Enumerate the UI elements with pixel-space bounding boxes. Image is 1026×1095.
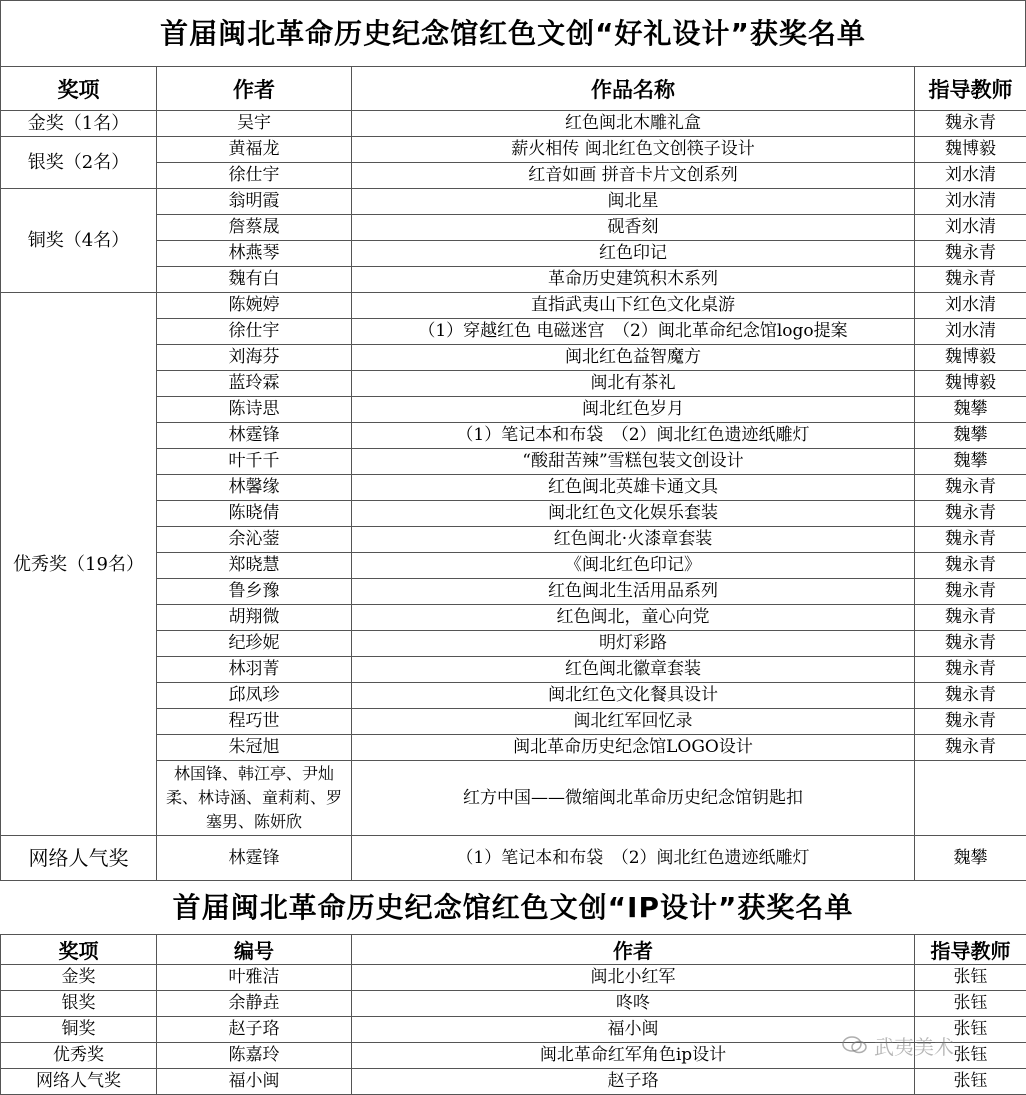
good-gift-awards-table: [0, 66, 1026, 881]
work-cell: （1）笔记本和布袋 （2）闽北红色遗迹纸雕灯: [352, 836, 915, 881]
work-cell: （1）笔记本和布袋 （2）闽北红色遗迹纸雕灯: [352, 423, 915, 449]
award-cell: 优秀奖: [1, 1043, 157, 1069]
teacher-cell: 魏攀: [915, 449, 1026, 475]
author-cell: 林霆锋: [157, 423, 352, 449]
author-cell: 刘海芬: [157, 345, 352, 371]
author-cell: 闽北小红军: [352, 965, 915, 991]
table-row: [1, 836, 1026, 881]
teacher-cell: 张钰: [915, 1017, 1026, 1043]
teacher-cell: 刘水清: [915, 319, 1026, 345]
award-silver: 银奖（2名）: [1, 137, 157, 189]
teacher-cell: 魏永青: [915, 501, 1026, 527]
teacher-cell: 魏永青: [915, 605, 1026, 631]
table2-title: 首届闽北革命历史纪念馆红色文创“IP设计”获奖名单: [0, 882, 1026, 934]
teacher-cell: 魏博毅: [915, 137, 1026, 163]
work-cell: 闽北红色益智魔方: [352, 345, 915, 371]
author-cell: 陈婉婷: [157, 293, 352, 319]
header-author: 作者: [352, 935, 915, 965]
work-cell: 闽北红军回忆录: [352, 709, 915, 735]
teacher-cell: 魏攀: [915, 423, 1026, 449]
author-cell: 邱凤珍: [157, 683, 352, 709]
table-row: [1, 1017, 1026, 1043]
author-cell: 朱冠旭: [157, 735, 352, 761]
work-cell: 闽北星: [352, 189, 915, 215]
work-cell: 明灯彩路: [352, 631, 915, 657]
work-cell: 红色闽北·火漆章套装: [352, 527, 915, 553]
author-cell: 赵子珞: [352, 1069, 915, 1095]
teacher-cell: 刘水清: [915, 163, 1026, 189]
author-cell: 徐仕宇: [157, 319, 352, 345]
author-cell: 陈诗思: [157, 397, 352, 423]
ip-design-awards-table: [0, 934, 1026, 1095]
work-cell: 红色闽北英雄卡通文具: [352, 475, 915, 501]
author-cell: 吴宇: [157, 111, 352, 137]
teacher-cell: 魏永青: [915, 683, 1026, 709]
number-cell: 陈嘉玲: [157, 1043, 352, 1069]
table-row: [1, 991, 1026, 1017]
teacher-cell: 魏永青: [915, 267, 1026, 293]
author-cell: 黄福龙: [157, 137, 352, 163]
teacher-cell: 张钰: [915, 1043, 1026, 1069]
table-row: [1, 111, 1026, 137]
teacher-cell: [915, 761, 1026, 836]
number-cell: 余静垚: [157, 991, 352, 1017]
author-cell: 余沁蓥: [157, 527, 352, 553]
teacher-cell: 刘水清: [915, 293, 1026, 319]
table-row: [1, 189, 1026, 215]
work-cell: 闽北红色岁月: [352, 397, 915, 423]
table1-title: 首届闽北革命历史纪念馆红色文创“好礼设计”获奖名单: [0, 0, 1026, 66]
teacher-cell: 魏永青: [915, 631, 1026, 657]
teacher-cell: 魏永青: [915, 735, 1026, 761]
teacher-cell: 魏永青: [915, 579, 1026, 605]
group-author-cell: 林国锋、韩江亭、尹灿柔、林诗涵、童莉莉、罗塞男、陈妍欣: [157, 761, 352, 836]
work-cell: 闽北红色文化餐具设计: [352, 683, 915, 709]
work-cell: 红色闽北生活用品系列: [352, 579, 915, 605]
author-cell: 詹蔡晟: [157, 215, 352, 241]
author-cell: 林馨缘: [157, 475, 352, 501]
teacher-cell: 魏博毅: [915, 371, 1026, 397]
author-cell: 闽北革命红军角色ip设计: [352, 1043, 915, 1069]
number-cell: 福小闽: [157, 1069, 352, 1095]
work-cell: 革命历史建筑积木系列: [352, 267, 915, 293]
teacher-cell: 魏永青: [915, 709, 1026, 735]
award-excellent: 优秀奖（19名）: [1, 293, 157, 836]
header-award: 奖项: [1, 67, 157, 111]
award-cell: 网络人气奖: [1, 1069, 157, 1095]
table-row: [1, 965, 1026, 991]
table1-header-row: [1, 67, 1026, 111]
header-author: 作者: [157, 67, 352, 111]
work-cell: 红色闽北木雕礼盒: [352, 111, 915, 137]
author-cell: 陈晓倩: [157, 501, 352, 527]
teacher-cell: 张钰: [915, 991, 1026, 1017]
author-cell: 林羽菁: [157, 657, 352, 683]
author-cell: 魏有白: [157, 267, 352, 293]
work-cell: 闽北红色文化娱乐套装: [352, 501, 915, 527]
author-cell: 福小闽: [352, 1017, 915, 1043]
teacher-cell: 魏永青: [915, 527, 1026, 553]
header-award: 奖项: [1, 935, 157, 965]
author-cell: 林燕琴: [157, 241, 352, 267]
teacher-cell: 张钰: [915, 1069, 1026, 1095]
teacher-cell: 魏永青: [915, 657, 1026, 683]
teacher-cell: 魏永青: [915, 553, 1026, 579]
work-cell: 薪火相传 闽北红色文创筷子设计: [352, 137, 915, 163]
teacher-cell: 刘水清: [915, 215, 1026, 241]
number-cell: 赵子珞: [157, 1017, 352, 1043]
author-cell: 纪珍妮: [157, 631, 352, 657]
award-bronze: 铜奖（4名）: [1, 189, 157, 293]
author-cell: 胡翔微: [157, 605, 352, 631]
author-cell: 翁明霞: [157, 189, 352, 215]
work-cell: 砚香刻: [352, 215, 915, 241]
header-teacher: 指导教师: [915, 935, 1026, 965]
teacher-cell: 魏攀: [915, 836, 1026, 881]
work-cell: 红色闽北，童心向党: [352, 605, 915, 631]
award-cell: 银奖: [1, 991, 157, 1017]
work-cell: 《闽北红色印记》: [352, 553, 915, 579]
teacher-cell: 魏攀: [915, 397, 1026, 423]
author-cell: 林霆锋: [157, 836, 352, 881]
author-cell: 叶千千: [157, 449, 352, 475]
header-work: 作品名称: [352, 67, 915, 111]
author-cell: 鲁乡豫: [157, 579, 352, 605]
author-cell: 徐仕宇: [157, 163, 352, 189]
award-gold: 金奖（1名）: [1, 111, 157, 137]
teacher-cell: 刘水清: [915, 189, 1026, 215]
award-cell: 金奖: [1, 965, 157, 991]
teacher-cell: 魏永青: [915, 241, 1026, 267]
watermark-text: 武夷美术: [874, 1031, 954, 1060]
teacher-cell: 魏博毅: [915, 345, 1026, 371]
author-cell: 程巧世: [157, 709, 352, 735]
teacher-cell: 魏永青: [915, 111, 1026, 137]
work-cell: 闽北革命历史纪念馆LOGO设计: [352, 735, 915, 761]
table-row: [1, 293, 1026, 319]
header-number: 编号: [157, 935, 352, 965]
author-cell: 蓝玲霖: [157, 371, 352, 397]
header-teacher: 指导教师: [915, 67, 1026, 111]
number-cell: 叶雅洁: [157, 965, 352, 991]
author-cell: 郑晓慧: [157, 553, 352, 579]
table2-header-row: [1, 935, 1026, 965]
teacher-cell: 魏永青: [915, 475, 1026, 501]
table-row: [1, 1069, 1026, 1095]
table-row: [1, 1043, 1026, 1069]
work-cell: “酸甜苦辣”雪糕包装文创设计: [352, 449, 915, 475]
work-cell: 闽北有茶礼: [352, 371, 915, 397]
work-cell: （1）穿越红色 电磁迷宫 （2）闽北革命纪念馆logo提案: [352, 319, 915, 345]
author-cell: 咚咚: [352, 991, 915, 1017]
award-cell: 铜奖: [1, 1017, 157, 1043]
work-cell: 红音如画 拼音卡片文创系列: [352, 163, 915, 189]
table-row: [1, 137, 1026, 163]
work-cell: 红色印记: [352, 241, 915, 267]
teacher-cell: 张钰: [915, 965, 1026, 991]
work-cell: 红方中国——微缩闽北革命历史纪念馆钥匙扣: [352, 761, 915, 836]
work-cell: 红色闽北徽章套装: [352, 657, 915, 683]
award-popular: 网络人气奖: [1, 836, 157, 881]
work-cell: 直指武夷山下红色文化桌游: [352, 293, 915, 319]
